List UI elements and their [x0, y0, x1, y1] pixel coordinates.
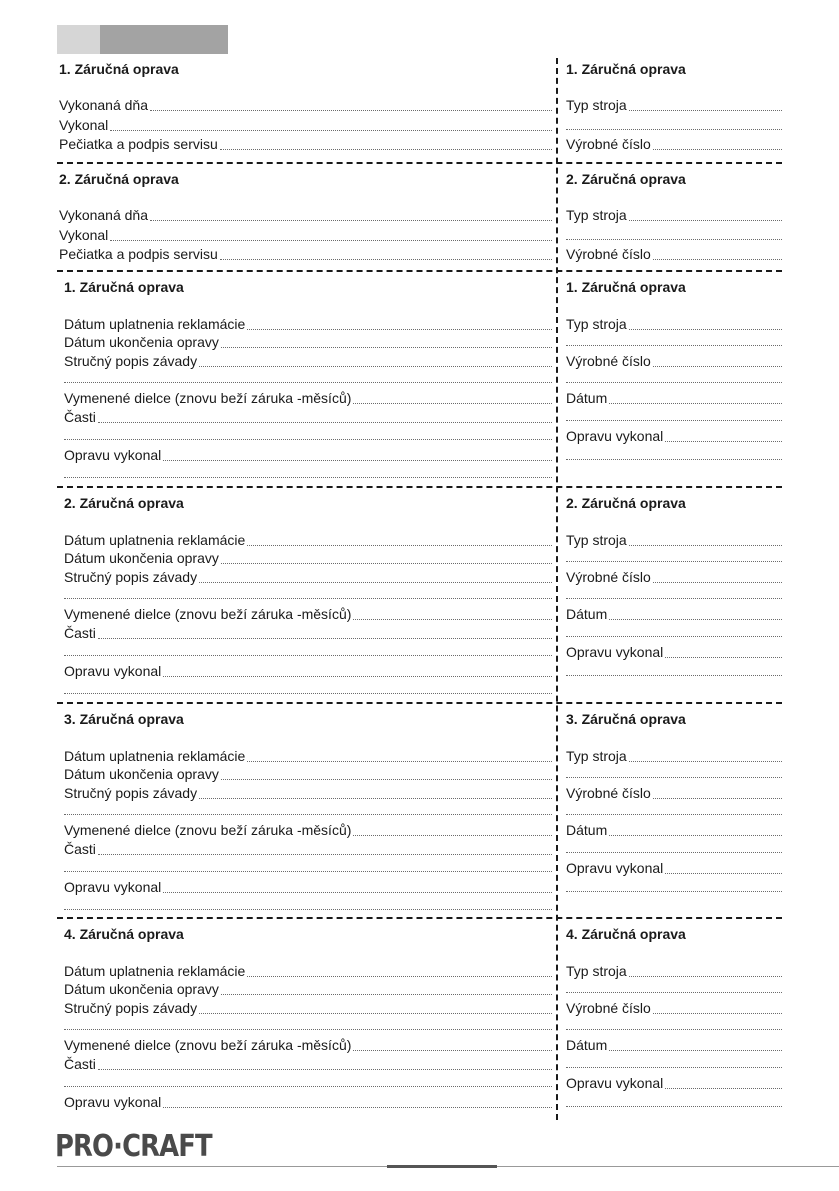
serial-number-field[interactable] — [566, 569, 782, 585]
field-label: Dátum ukončenia opravy — [64, 766, 219, 782]
field-label: Dátum ukončenia opravy — [64, 334, 219, 350]
pro-craft-logo: PRO·CRAFT — [55, 1129, 212, 1164]
replaced-parts-field[interactable] — [64, 1037, 552, 1053]
serial-number-field[interactable] — [566, 136, 782, 152]
field-label: Typ stroja — [566, 316, 627, 332]
field-label: Výrobné číslo — [566, 136, 651, 152]
defect-description-field[interactable] — [64, 353, 552, 369]
defect-description-field[interactable] — [64, 785, 552, 801]
horizontal-cut-line — [57, 702, 782, 704]
repaired-by-field[interactable] — [64, 1094, 552, 1110]
field-label: Vykonaná dňa — [59, 97, 148, 113]
blank-line — [566, 992, 782, 993]
machine-type-field[interactable] — [566, 532, 782, 548]
blank-line — [566, 420, 782, 421]
claim-date-field[interactable] — [64, 963, 552, 979]
serial-number-field[interactable] — [566, 785, 782, 801]
right-block-title: 2. Záručná oprava — [566, 171, 686, 187]
field-label: Dátum — [566, 390, 608, 406]
field-label: Opravu vykonal — [566, 644, 664, 660]
field-label: Stručný popis závady — [64, 353, 198, 369]
date-field[interactable] — [566, 822, 782, 838]
field-label: Dátum — [566, 606, 608, 622]
blank-line — [566, 382, 782, 383]
repair-end-field[interactable] — [64, 334, 552, 350]
machine-type-field[interactable] — [566, 97, 782, 113]
blank-line — [566, 1067, 782, 1068]
serial-number-field[interactable] — [566, 246, 782, 262]
blank-line — [64, 693, 552, 694]
field-label: Dátum — [566, 1037, 608, 1053]
blank-line — [566, 814, 782, 815]
machine-type-field[interactable] — [566, 207, 782, 223]
defect-description-field[interactable] — [64, 1000, 552, 1016]
performed-date-field[interactable] — [59, 97, 552, 113]
repair-end-field[interactable] — [64, 550, 552, 566]
claim-date-field[interactable] — [64, 532, 552, 548]
blank-line — [64, 871, 552, 872]
repaired-by-field[interactable] — [64, 879, 552, 895]
blank-line — [64, 655, 552, 656]
blank-line — [566, 675, 782, 676]
right-repaired-by-field[interactable] — [566, 860, 782, 876]
machine-type-field[interactable] — [566, 963, 782, 979]
claim-title: 2. Záručná oprava — [64, 495, 184, 511]
footer-mark — [387, 1165, 497, 1168]
repair-end-field[interactable] — [64, 766, 552, 782]
field-label: Pečiatka a podpis servisu — [59, 246, 218, 262]
blank-line — [566, 345, 782, 346]
field-label: Typ stroja — [566, 532, 627, 548]
horizontal-cut-line — [57, 486, 782, 488]
blank-line — [566, 561, 782, 562]
block-title: 1. Záručná oprava — [59, 61, 179, 77]
field-label: Opravu vykonal — [64, 663, 162, 679]
field-label: Pečiatka a podpis servisu — [59, 136, 218, 152]
field-label: Vykonal — [59, 117, 109, 133]
replaced-parts-field[interactable] — [64, 606, 552, 622]
field-label: Dátum uplatnenia reklamácie — [64, 316, 246, 332]
blank-line — [64, 814, 552, 815]
replaced-parts-field[interactable] — [64, 390, 552, 406]
blank-line — [64, 477, 552, 478]
right-repaired-by-field[interactable] — [566, 644, 782, 660]
field-label: Opravu vykonal — [64, 879, 162, 895]
field-label: Vykonaná dňa — [59, 207, 148, 223]
serial-number-field[interactable] — [566, 353, 782, 369]
field-label: Opravu vykonal — [64, 447, 162, 463]
parts-field[interactable] — [64, 409, 552, 425]
field-label: Výrobné číslo — [566, 569, 651, 585]
right-repaired-by-field[interactable] — [566, 1075, 782, 1091]
field-label: Časti — [64, 409, 96, 425]
blank-line — [566, 598, 782, 599]
blank-line — [566, 129, 782, 130]
field-label: Časti — [64, 625, 96, 641]
blank-line — [566, 777, 782, 778]
field-label: Typ stroja — [566, 963, 627, 979]
field-label: Vykonal — [59, 227, 109, 243]
blank-line — [566, 1106, 782, 1107]
field-label: Typ stroja — [566, 97, 627, 113]
field-label: Opravu vykonal — [566, 860, 664, 876]
claim-title: 1. Záručná oprava — [64, 279, 184, 295]
service-stamp-field[interactable] — [59, 136, 552, 152]
blank-line — [566, 239, 782, 240]
header-tab-dark — [100, 25, 228, 54]
field-label: Výrobné číslo — [566, 246, 651, 262]
performed-date-field[interactable] — [59, 207, 552, 223]
field-label: Opravu vykonal — [566, 1075, 664, 1091]
field-label: Vymenené dielce (znovu beží záruka -měsíců) — [64, 822, 352, 838]
blank-line — [64, 1029, 552, 1030]
field-label: Dátum uplatnenia reklamácie — [64, 532, 246, 548]
blank-line — [566, 852, 782, 853]
machine-type-field[interactable] — [566, 748, 782, 764]
field-label: Výrobné číslo — [566, 785, 651, 801]
blank-line — [64, 1086, 552, 1087]
performed-by-field[interactable] — [59, 117, 552, 133]
parts-field[interactable] — [64, 841, 552, 857]
field-label: Vymenené dielce (znovu beží záruka -měsíců) — [64, 606, 352, 622]
blank-line — [566, 891, 782, 892]
field-label: Dátum — [566, 822, 608, 838]
field-label: Dátum uplatnenia reklamácie — [64, 963, 246, 979]
field-label: Typ stroja — [566, 748, 627, 764]
repaired-by-field[interactable] — [64, 663, 552, 679]
service-stamp-field[interactable] — [59, 246, 552, 262]
date-field[interactable] — [566, 390, 782, 406]
blank-line — [64, 598, 552, 599]
field-label: Dátum ukončenia opravy — [64, 550, 219, 566]
field-label: Stručný popis závady — [64, 569, 198, 585]
field-label: Opravu vykonal — [64, 1094, 162, 1110]
blank-line — [64, 439, 552, 440]
claim-title: 4. Záručná oprava — [64, 926, 184, 942]
serial-number-field[interactable] — [566, 1000, 782, 1016]
field-label: Stručný popis závady — [64, 1000, 198, 1016]
right-claim-title: 1. Záručná oprava — [566, 279, 686, 295]
field-label: Dátum uplatnenia reklamácie — [64, 748, 246, 764]
blank-line — [566, 636, 782, 637]
header-tab-light — [57, 25, 100, 54]
right-claim-title: 3. Záručná oprava — [566, 711, 686, 727]
claim-date-field[interactable] — [64, 316, 552, 332]
field-label: Vymenené dielce (znovu beží záruka -měsíců) — [64, 1037, 352, 1053]
right-block-title: 1. Záručná oprava — [566, 61, 686, 77]
right-claim-title: 4. Záručná oprava — [566, 926, 686, 942]
field-label: Stručný popis závady — [64, 785, 198, 801]
field-label: Časti — [64, 1056, 96, 1072]
right-claim-title: 2. Záručná oprava — [566, 495, 686, 511]
blank-line — [566, 459, 782, 460]
blank-line — [64, 382, 552, 383]
parts-field[interactable] — [64, 1056, 552, 1072]
replaced-parts-field[interactable] — [64, 822, 552, 838]
machine-type-field[interactable] — [566, 316, 782, 332]
field-label: Časti — [64, 841, 96, 857]
field-label: Výrobné číslo — [566, 1000, 651, 1016]
field-label: Vymenené dielce (znovu beží záruka -měsíců) — [64, 390, 352, 406]
horizontal-cut-line — [57, 270, 782, 272]
date-field[interactable] — [566, 606, 782, 622]
right-repaired-by-field[interactable] — [566, 428, 782, 444]
field-label: Dátum ukončenia opravy — [64, 981, 219, 997]
vertical-cut-line — [556, 58, 558, 1120]
field-label: Opravu vykonal — [566, 428, 664, 444]
field-label: Typ stroja — [566, 207, 627, 223]
blank-line — [64, 909, 552, 910]
date-field[interactable] — [566, 1037, 782, 1053]
parts-field[interactable] — [64, 625, 552, 641]
field-label: Výrobné číslo — [566, 353, 651, 369]
performed-by-field[interactable] — [59, 227, 552, 243]
claim-date-field[interactable] — [64, 748, 552, 764]
repair-end-field[interactable] — [64, 981, 552, 997]
defect-description-field[interactable] — [64, 569, 552, 585]
repaired-by-field[interactable] — [64, 447, 552, 463]
block-title: 2. Záručná oprava — [59, 171, 179, 187]
blank-line — [566, 1029, 782, 1030]
horizontal-cut-line — [57, 917, 782, 919]
horizontal-cut-line — [57, 162, 782, 164]
claim-title: 3. Záručná oprava — [64, 711, 184, 727]
